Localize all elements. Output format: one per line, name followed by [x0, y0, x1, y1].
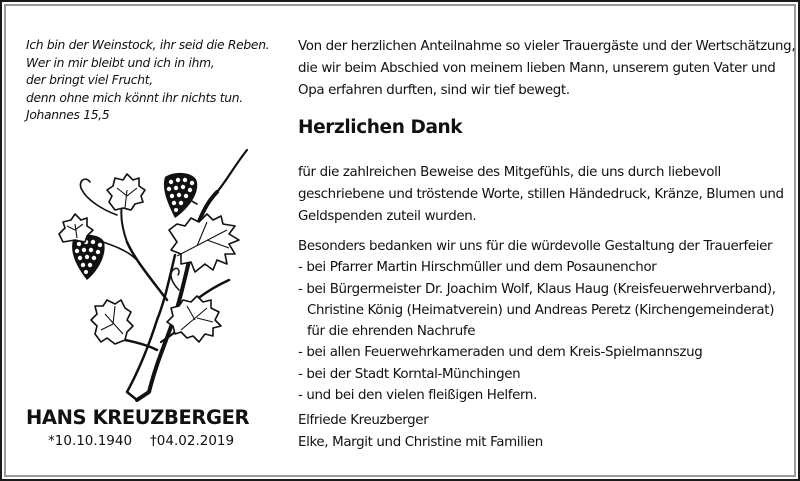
signer-line: Elfriede Kreuzberger: [298, 413, 429, 428]
bible-verse: [26, 37, 286, 125]
thanks-heading: Herzlichen Dank: [298, 117, 463, 138]
special-intro: Besonders bedanken wir uns für die würdevolle Gestaltung der Trauerfeier: [298, 239, 773, 254]
verse-line: denn ohne mich könnt ihr nichts tun.: [26, 90, 243, 105]
verse-line: Ich bin der Weinstock, ihr seid die Reben.: [26, 38, 270, 52]
list-item-continuation: Christine König (Heimatverein) und Andreas Peretz (Kirchengemeinderat): [307, 302, 775, 318]
signer-line: Elke, Margit und Christine mit Familien: [298, 435, 543, 450]
list-item-continuation: für die ehrenden Nachrufe: [307, 324, 476, 340]
list-item: - bei allen Feuerwehrkameraden und dem Kreis-Spielmannszug: [298, 345, 703, 361]
thanks-paragraph: [298, 162, 788, 228]
life-dates: [48, 433, 234, 449]
death-date: †04.02.2019: [150, 433, 235, 449]
signers: [298, 410, 788, 454]
deceased-name: HANS KREUZBERGER: [26, 406, 250, 429]
list-item: - bei Pfarrer Martin Hirschmüller und dem Posaunenchor: [298, 260, 657, 276]
verse-line: Wer in mir bleibt und ich in ihm,: [26, 55, 215, 70]
intro-line: die wir beim Abschied von meinem lieben Mann, unserem guten Vater und: [298, 61, 776, 76]
birth-date: *10.10.1940: [48, 433, 133, 449]
grapevine-icon: [57, 130, 252, 402]
intro-line: Opa erfahren durften, sind wir tief bewegt.: [298, 83, 570, 98]
list-item: - bei der Stadt Korntal-Münchingen: [298, 366, 521, 382]
thanks-line: Geldspenden zuteil wurden.: [298, 209, 477, 224]
list-item: - und bei den vielen fleißigen Helfern.: [298, 388, 537, 404]
thanks-line: für die zahlreichen Beweise des Mitgefühls, die uns durch liebevoll: [298, 165, 721, 180]
intro-line: Von der herzlichen Anteilnahme so vieler Trauergäste und der Wertschätzung,: [298, 39, 796, 54]
verse-reference: Johannes 15,5: [26, 108, 110, 123]
list-item: - bei Bürgermeister Dr. Joachim Wolf, Klaus Haug (Kreisfeuerwehrverband),: [298, 281, 776, 297]
verse-line: der bringt viel Frucht,: [26, 73, 153, 88]
special-thanks-list: [298, 236, 788, 406]
thanks-line: geschriebene und tröstende Worte, stillen Händedruck, Kränze, Blumen und: [298, 187, 784, 202]
intro-paragraph: [298, 36, 796, 102]
